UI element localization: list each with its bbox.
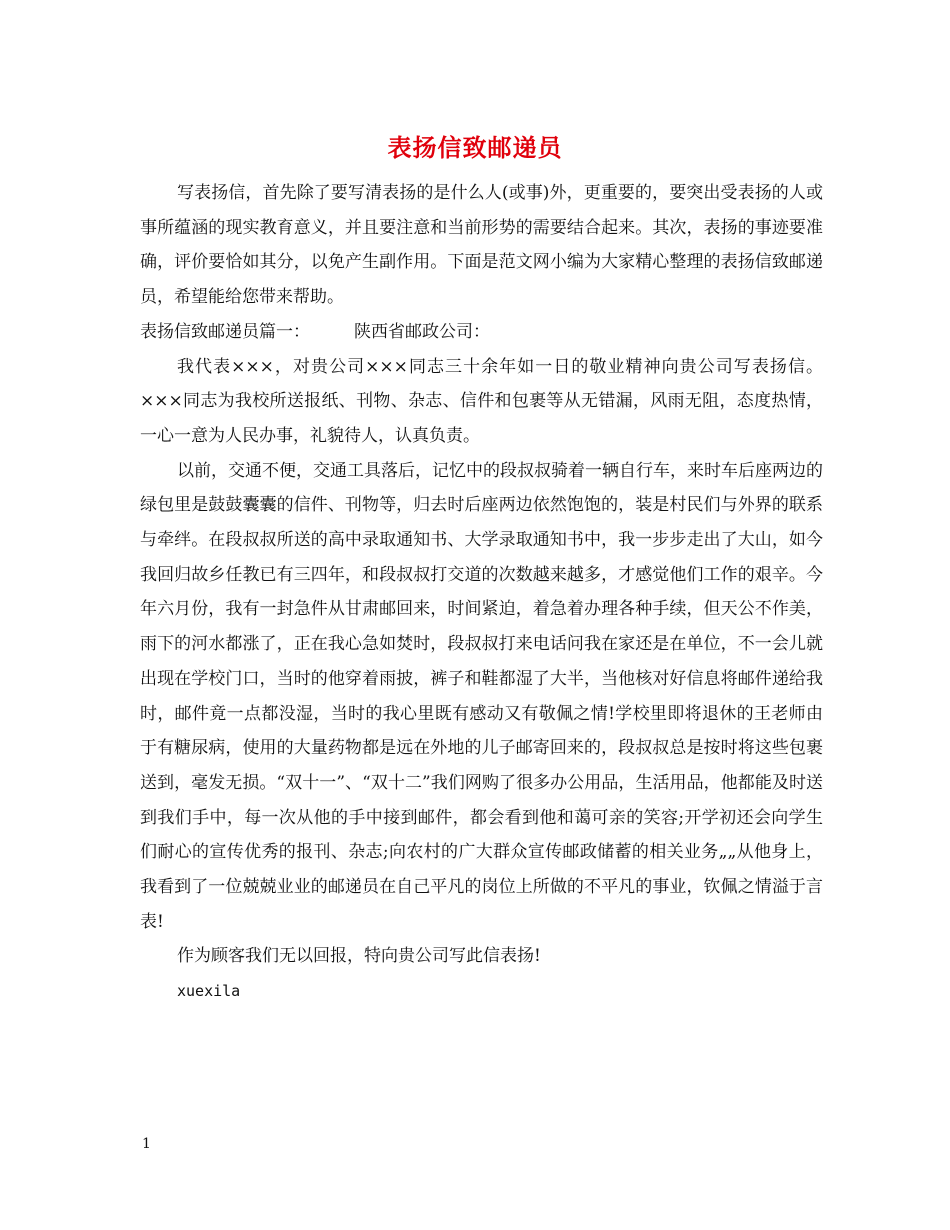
recipient-line: 陕西省邮政公司： — [354, 321, 490, 342]
document-body — [140, 176, 823, 1009]
signature — [140, 974, 823, 1009]
page-number: 1 — [142, 1136, 151, 1152]
section-heading: 表扬信致邮递员篇一： — [140, 321, 310, 342]
section-heading-line — [140, 315, 823, 350]
document-title: 表扬信致邮递员 — [387, 133, 563, 162]
signature-text: xuexila — [177, 982, 241, 1001]
paragraph-1: 我代表×××，对贵公司×××同志三十余年如一日的敬业精神向贵公司写表扬信。×××同志为我校所送报纸、刊物、杂志、信件和包裹等从无错漏，风雨无阻，态度热情，一心一意为人民办事，礼貌待人，认真负责。 — [140, 356, 823, 446]
intro-paragraph: 写表扬信，首先除了要写清表扬的是什么人(或事)外，更重要的，要突出受表扬的人或事所蕴涵的现实教育意义，并且要注意和当前形势的需要结合起来。其次，表扬的事迹要准确，评价要恰如其分，以免产生副作用。下面是范文网小编为大家精心整理的表扬信致邮递员，希望能给您带来帮助。 — [140, 183, 823, 308]
paragraph-2: 以前，交通不便，交通工具落后，记忆中的段叔叔骑着一辆自行车，来时车后座两边的绿包里是鼓鼓囊囊的信件、刊物等，归去时后座两边依然饱饱的，装是村民们与外界的联系与牵绊。在段叔叔所送的高中录取通知书、大学录取通知书中，我一步步走出了大山，如今我回归故乡任教已有三四年，和段叔叔打交道的次数越来越多，才感觉他们工作的艰辛。今年六月份，我有一封急件从甘肃邮回来，时间紧迫，着急着办理各种手续，但天公不作美，雨下的河水都涨了，正在我心急如焚时，段叔叔打来电话问我在家还是在单位，不一会儿就出现在学校门口，当时的他穿着雨披，裤子和鞋都湿了大半，当他核对好信息将邮件递给我时，邮件竟一点都没湿，当时的我心里既有感动又有敬佩之情!学校里即将退休的王老师由于有糖尿病，使用的大量药物都是远在外地的儿子邮寄回来的，段叔叔总是按时将这些包裹送到，毫发无损。“双十一”、“双十二”我们网购了很多办公用品，生活用品，他都能及时送到我们手中，每一次从他的手中接到邮件，都会看到他和蔼可亲的笑容;开学初还会向学生们耐心的宣传优秀的报刊、杂志;向农村的广大群众宣传邮政储蓄的相关业务„„从他身上，我看到了一位兢兢业业的邮递员在自己平凡的岗位上所做的不平凡的事业，钦佩之情溢于言表! — [140, 460, 823, 932]
paragraph-3: 作为顾客我们无以回报，特向贵公司写此信表扬! — [177, 946, 541, 967]
